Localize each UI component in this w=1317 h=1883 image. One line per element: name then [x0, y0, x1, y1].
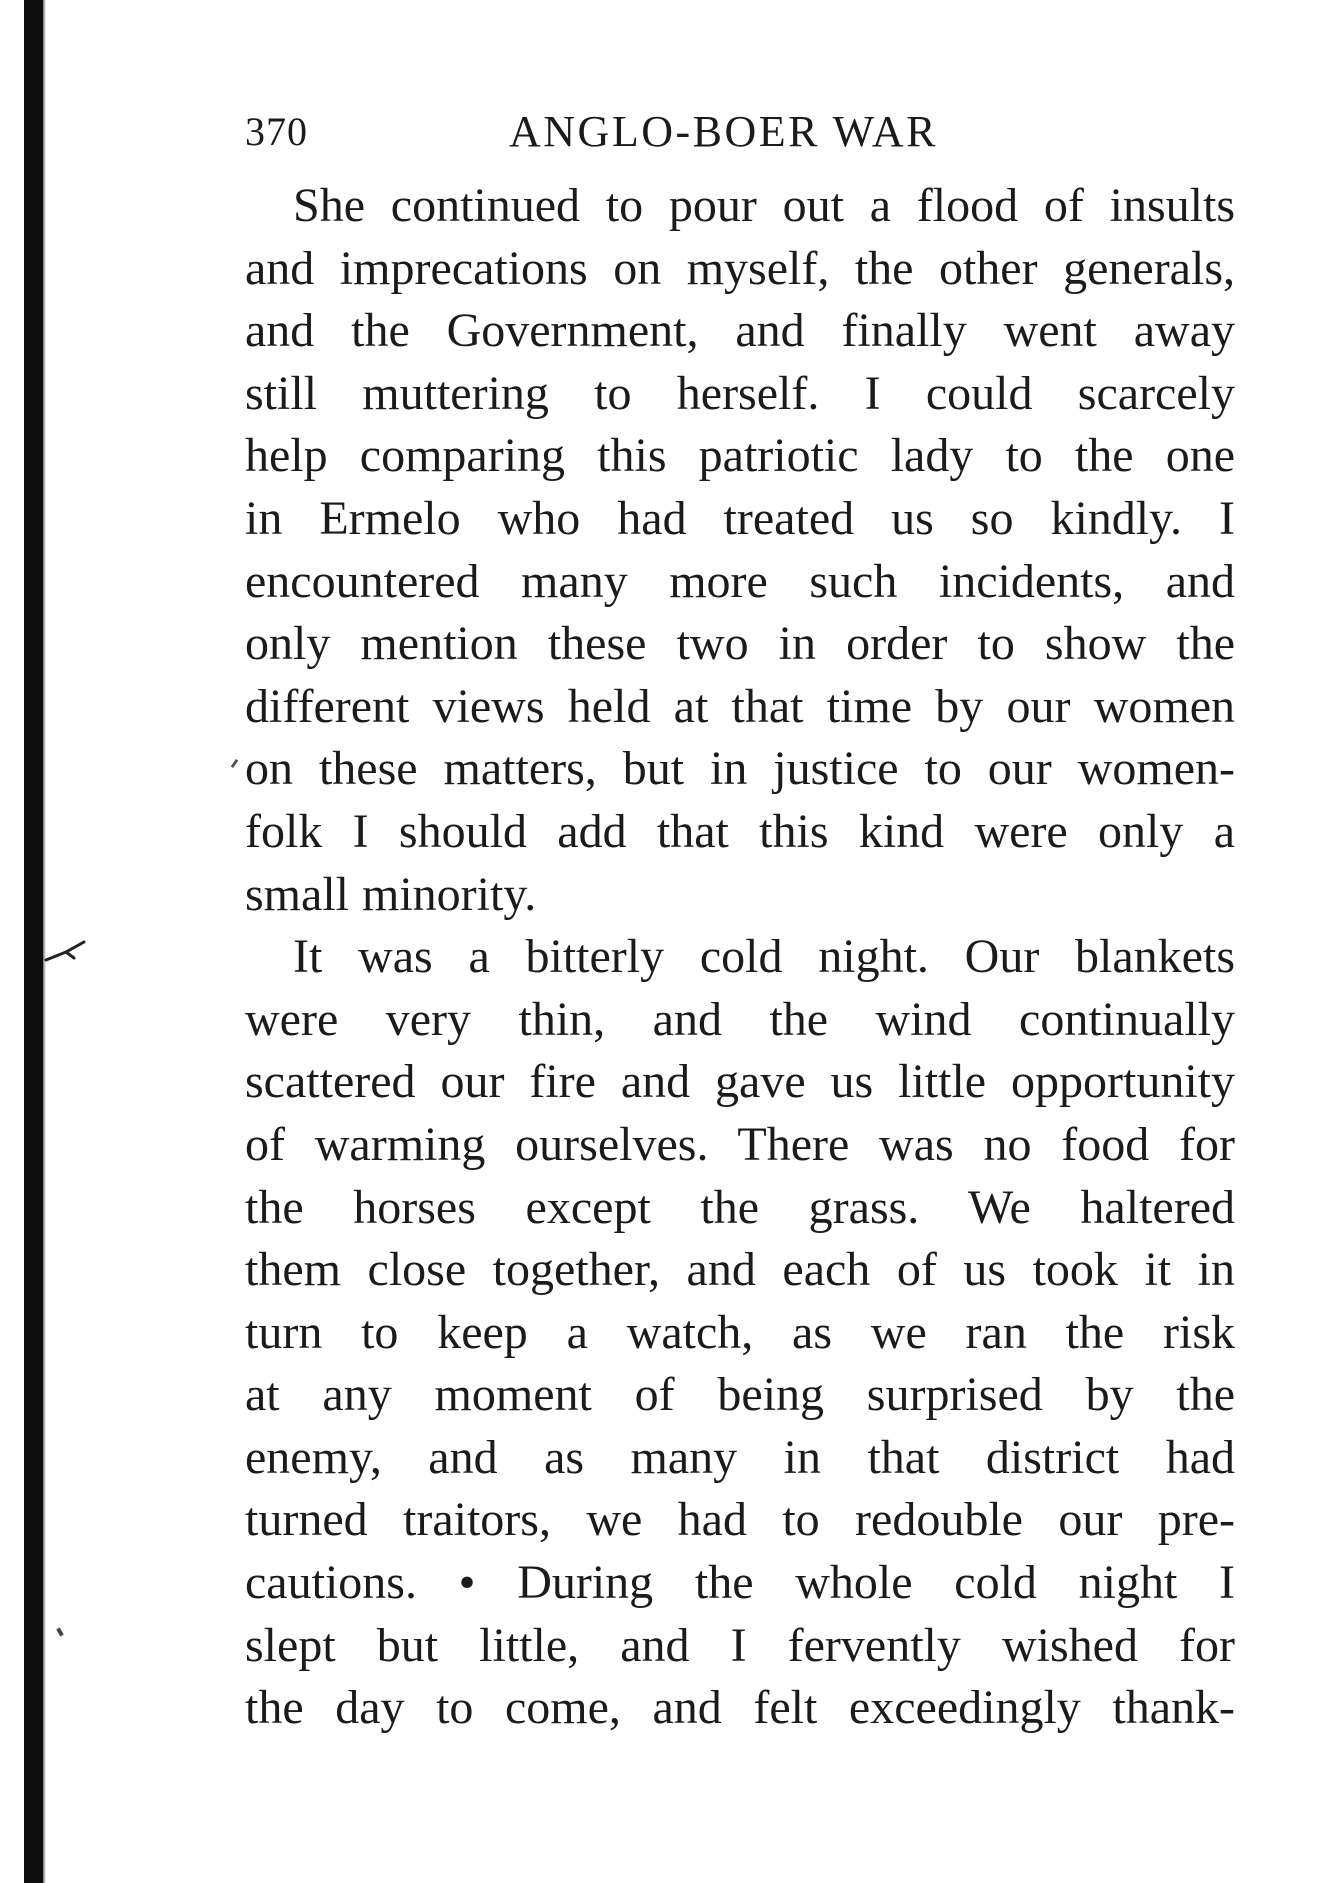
text-line: on these matters, but in justice to our women-: [245, 742, 1235, 796]
text-line: small minority.: [245, 867, 537, 921]
text-line: enemy, and as many in that district had: [245, 1430, 1235, 1484]
page-number: 370: [245, 109, 308, 154]
text-line: help comparing this patriotic lady to the one: [245, 429, 1235, 483]
text-line: and imprecations on myself, the other generals,: [245, 241, 1235, 295]
paragraph: [245, 175, 1235, 926]
paragraph: [245, 926, 1235, 1740]
text-line: only mention these two in order to show the: [245, 617, 1235, 671]
running-title: ANGLO-BOER WAR: [509, 107, 938, 156]
text-line: were very thin, and the wind continually: [245, 992, 1235, 1046]
text-line: in Ermelo who had treated us so kindly. I: [245, 491, 1235, 545]
text-line: different views held at that time by our women: [245, 679, 1235, 733]
text-line: them close together, and each of us took it in: [245, 1243, 1235, 1297]
text-line: It was a bitterly cold night. Our blankets: [293, 930, 1235, 984]
page-body: [245, 175, 1235, 1740]
text-line: the horses except the grass. We haltered: [245, 1180, 1235, 1234]
text-line: turned traitors, we had to redouble our pre-: [245, 1493, 1235, 1547]
text-line: still muttering to herself. I could scarcely: [245, 366, 1235, 420]
text-line: and the Government, and finally went away: [245, 304, 1235, 358]
text-line: encountered many more such incidents, and: [245, 554, 1235, 608]
scan-edge: [24, 0, 43, 1883]
text-line: of warming ourselves. There was no food for: [245, 1117, 1235, 1171]
margin-mark: [44, 938, 94, 966]
text-line: folk I should add that this kind were only a: [245, 804, 1235, 858]
text-speck: [231, 759, 239, 768]
text-line: slept but little, and I fervently wished for: [245, 1618, 1235, 1672]
text-line: scattered our fire and gave us little opportunity: [245, 1055, 1235, 1109]
text-line: turn to keep a watch, as we ran the risk: [245, 1305, 1235, 1359]
margin-speck: [56, 1628, 63, 1637]
text-line: the day to come, and felt exceedingly thank-: [245, 1681, 1235, 1735]
text-line: cautions. • During the whole cold night I: [245, 1556, 1235, 1610]
text-line: at any moment of being surprised by the: [245, 1368, 1235, 1422]
text-line: She continued to pour out a flood of insults: [293, 179, 1235, 232]
